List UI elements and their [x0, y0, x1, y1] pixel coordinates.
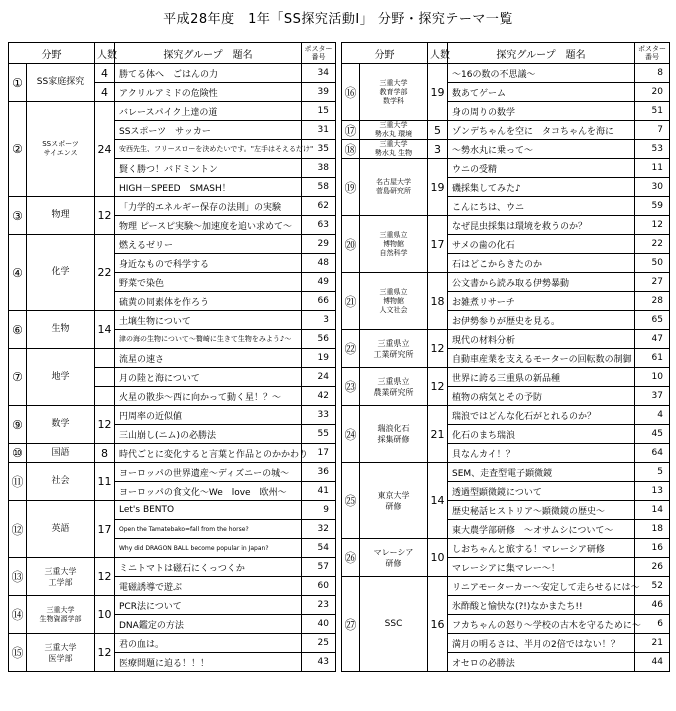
poster-number: 30	[635, 178, 670, 197]
table-row	[9, 406, 336, 425]
poster-number: 48	[302, 254, 336, 273]
group-title: マレーシアに集マレー～！	[448, 558, 635, 577]
group-title: 貝なんカイ！？	[448, 444, 635, 463]
people-count: 10	[95, 596, 115, 634]
field-number: ⑲	[342, 159, 360, 216]
table-row	[9, 197, 336, 216]
group-title: ヨーロッパの世界遺産～ディズニーの城～	[115, 463, 302, 482]
field-number: ⑭	[9, 596, 27, 634]
group-title: 電磁誘導で遊ぶ	[115, 577, 302, 596]
group-title: 流星の速さ	[115, 349, 302, 368]
table-row	[342, 159, 670, 178]
table-row	[342, 64, 670, 83]
group-title: 野菜で染色	[115, 273, 302, 292]
people-count: 22	[95, 235, 115, 311]
poster-number: 35	[302, 140, 336, 159]
group-title: しおちゃんと旅する！マレーシア研修	[448, 539, 635, 558]
group-title: HIGH－SPEED SMASH！	[115, 178, 302, 197]
people-count: 4	[95, 64, 115, 83]
people-count: 21	[428, 406, 448, 463]
table-row	[9, 311, 336, 330]
people-count: 12	[95, 634, 115, 672]
people-count: 5	[428, 121, 448, 140]
header-field: 分野	[9, 43, 95, 64]
field-number: ⑨	[9, 406, 27, 444]
group-title: オセロの必勝法	[448, 653, 635, 672]
table-row	[342, 368, 670, 387]
poster-number: 13	[635, 482, 670, 501]
poster-number: 41	[302, 482, 336, 501]
poster-number: 66	[302, 292, 336, 311]
header-field: 分野	[342, 43, 428, 64]
field-number: ㉒	[342, 330, 360, 368]
poster-number: 57	[302, 558, 336, 577]
field-number: ⑪	[9, 463, 27, 501]
group-title: ウニの受精	[448, 159, 635, 178]
poster-number: 5	[635, 463, 670, 482]
theme-table-right	[341, 42, 670, 672]
group-title: 月の陸と海について	[115, 368, 302, 387]
poster-number: 21	[635, 634, 670, 653]
table-row	[9, 501, 336, 520]
table-row	[342, 463, 670, 482]
field-number: ㉗	[342, 577, 360, 672]
poster-number: 8	[635, 64, 670, 83]
poster-number: 29	[302, 235, 336, 254]
poster-number: 53	[635, 140, 670, 159]
people-count	[95, 368, 115, 387]
poster-number: 61	[635, 349, 670, 368]
group-title: 医療問題に迫る！！！	[115, 653, 302, 672]
field-number: ①	[9, 64, 27, 102]
table-row	[9, 596, 336, 615]
field-name: 物理	[27, 197, 95, 235]
poster-number: 17	[302, 444, 336, 463]
group-title: 身の周りの数学	[448, 102, 635, 121]
people-count: 11	[95, 463, 115, 501]
poster-number: 22	[635, 235, 670, 254]
group-title: 公文書から読み取る伊勢暴動	[448, 273, 635, 292]
field-name: 三重大学 工学部	[27, 558, 95, 596]
group-title: SEM、走査型電子顕微鏡	[448, 463, 635, 482]
field-name: 三重県立 農業研究所	[360, 368, 428, 406]
poster-number: 39	[302, 83, 336, 102]
group-title: 化石のまち瑞浪	[448, 425, 635, 444]
poster-number: 47	[635, 330, 670, 349]
poster-number: 37	[635, 387, 670, 406]
poster-number: 46	[635, 596, 670, 615]
group-title: 自動車産業を支えるモーターの回転数の制御	[448, 349, 635, 368]
people-count: 19	[428, 64, 448, 121]
group-title: 円周率の近似値	[115, 406, 302, 425]
table-row	[9, 235, 336, 254]
field-name: 東京大学 研修	[360, 463, 428, 539]
group-title: バレースパイク上達の道	[115, 102, 302, 121]
poster-number: 63	[302, 216, 336, 235]
field-number: ⑥	[9, 311, 27, 349]
poster-number: 38	[302, 159, 336, 178]
field-number: ⑱	[342, 140, 360, 159]
poster-number: 14	[635, 501, 670, 520]
people-count: 12	[95, 197, 115, 235]
field-number: ⑰	[342, 121, 360, 140]
table-row	[9, 444, 336, 463]
people-count: 12	[428, 368, 448, 406]
field-name: マレーシア 研修	[360, 539, 428, 577]
field-number: ⑬	[9, 558, 27, 596]
group-title: 津の海の生物について～贅崎に生きて生物をみよう♪～	[115, 330, 302, 349]
field-name: 化学	[27, 235, 95, 311]
poster-number: 36	[302, 463, 336, 482]
field-number: ㉓	[342, 368, 360, 406]
field-name: 三重大学 教育学部 数学科	[360, 64, 428, 121]
group-title: SSスポーツ サッカー	[115, 121, 302, 140]
header-poster: ポスター番号	[635, 43, 670, 64]
poster-number: 49	[302, 273, 336, 292]
poster-number: 54	[302, 539, 336, 558]
group-title: DNA鑑定の方法	[115, 615, 302, 634]
group-title: ゾンデちゃんを空に タコちゃんを海に	[448, 121, 635, 140]
people-count: 12	[95, 558, 115, 596]
poster-number: 19	[302, 349, 336, 368]
people-count: 12	[428, 330, 448, 368]
poster-number: 59	[635, 197, 670, 216]
header-group: 探究グループ 題名	[448, 43, 635, 64]
group-title: 燃えるゼリー	[115, 235, 302, 254]
table-header-row	[342, 43, 670, 64]
field-name: 生物	[27, 311, 95, 349]
poster-number: 31	[302, 121, 336, 140]
poster-number: 25	[302, 634, 336, 653]
poster-number: 60	[302, 577, 336, 596]
group-title: こんにちは、ウニ	[448, 197, 635, 216]
poster-number: 45	[635, 425, 670, 444]
group-title: 時代ごとに変化すると言葉と作品とのかかわり	[115, 444, 302, 463]
group-title: アクリルアミドの危険性	[115, 83, 302, 102]
field-number: ⑮	[9, 634, 27, 672]
field-number: ⑦	[9, 349, 27, 406]
group-title: 瑞浪ではどんな化石がとれるのか？	[448, 406, 635, 425]
people-count: 4	[95, 83, 115, 102]
group-title: 安西先生、フリースローを決めたいです。"左手はそえるだけ"	[115, 140, 302, 159]
table-row	[342, 140, 670, 159]
table-row	[342, 577, 670, 596]
poster-number: 52	[635, 577, 670, 596]
poster-number: 27	[635, 273, 670, 292]
group-title: 硫黄の同素体を作ろう	[115, 292, 302, 311]
group-title: 透過型顕微鏡について	[448, 482, 635, 501]
people-count: 18	[428, 273, 448, 330]
group-title: 歴史秘話ヒストリア～顕微鏡の歴史～	[448, 501, 635, 520]
field-name: 三重県立 博物館 自然科学	[360, 216, 428, 273]
field-name: 名古屋大学 菅島研究所	[360, 159, 428, 216]
people-count	[95, 349, 115, 368]
poster-number: 12	[635, 216, 670, 235]
poster-number: 34	[302, 64, 336, 83]
people-count	[95, 387, 115, 406]
group-title: フカちゃんの怒り～学校の古木を守るために～	[448, 615, 635, 634]
poster-number: 24	[302, 368, 336, 387]
group-title: 満月の明るさは、半月の2倍ではない！？	[448, 634, 635, 653]
people-count: 14	[428, 463, 448, 539]
group-title: ～勢水丸に乗って～	[448, 140, 635, 159]
group-title: リニアモーターカー～安定して走らせるには～	[448, 577, 635, 596]
group-title: 身近なもので科学する	[115, 254, 302, 273]
people-count: 17	[95, 501, 115, 558]
field-name: 三重大学 勢水丸 環境	[360, 121, 428, 140]
poster-number: 20	[635, 83, 670, 102]
people-count: 8	[95, 444, 115, 463]
poster-number: 11	[635, 159, 670, 178]
header-poster: ポスター番号	[302, 43, 336, 64]
people-count: 12	[95, 406, 115, 444]
people-count: 17	[428, 216, 448, 273]
field-name: 三重大学 生物資源学部	[27, 596, 95, 634]
poster-number: 44	[635, 653, 670, 672]
group-title: Let's BENTO	[115, 501, 302, 520]
group-title: 数あてゲーム	[448, 83, 635, 102]
table-row	[342, 273, 670, 292]
group-title: Why did DRAGON BALL become popular in Japan?	[115, 539, 302, 558]
poster-number: 10	[635, 368, 670, 387]
people-count: 16	[428, 577, 448, 672]
group-title: 植物の病気とその予防	[448, 387, 635, 406]
table-row	[342, 330, 670, 349]
table-row	[9, 463, 336, 482]
field-number: ⑫	[9, 501, 27, 558]
table-row	[342, 216, 670, 235]
field-name: 三重大学 勢水丸 生物	[360, 140, 428, 159]
group-title: 氷酢酸と愉快な(?!)なかまたち!!	[448, 596, 635, 615]
group-title: 「力学的エネルギー保存の法則」の実験	[115, 197, 302, 216]
group-title: お雑煮リサーチ	[448, 292, 635, 311]
group-title: サメの歯の化石	[448, 235, 635, 254]
table-row	[342, 406, 670, 425]
group-title: Open the Tamatebako=fall from the horse?	[115, 520, 302, 539]
field-name: 三重県立 工業研究所	[360, 330, 428, 368]
field-name: 瑞浪化石 採集研修	[360, 406, 428, 463]
field-number: ㉕	[342, 463, 360, 539]
poster-number: 65	[635, 311, 670, 330]
field-name: 英語	[27, 501, 95, 558]
poster-number: 6	[635, 615, 670, 634]
poster-number: 43	[302, 653, 336, 672]
people-count: 10	[428, 539, 448, 577]
group-title: 三山崩し(ニム)の必勝法	[115, 425, 302, 444]
group-title: 世界に誇る三重県の新品種	[448, 368, 635, 387]
group-title: お伊勢参りが歴史を見る。	[448, 311, 635, 330]
group-title: 君の血は。	[115, 634, 302, 653]
poster-number: 56	[302, 330, 336, 349]
poster-number: 16	[635, 539, 670, 558]
field-name: 三重県立 博物館 人文社会	[360, 273, 428, 330]
field-number: ㉔	[342, 406, 360, 463]
poster-number: 3	[302, 311, 336, 330]
table-header-row	[9, 43, 336, 64]
poster-number: 9	[302, 501, 336, 520]
field-number: ⑯	[342, 64, 360, 121]
group-title: なぜ昆虫採集は環境を救うのか？	[448, 216, 635, 235]
poster-number: 23	[302, 596, 336, 615]
table-row	[9, 634, 336, 653]
poster-number: 7	[635, 121, 670, 140]
field-number: ③	[9, 197, 27, 235]
group-title: 火星の散歩～西に向かって動く星！？～	[115, 387, 302, 406]
field-number: ⑩	[9, 444, 27, 463]
group-title: 磯採集してみた♪	[448, 178, 635, 197]
field-name: 地学	[27, 349, 95, 406]
poster-number: 62	[302, 197, 336, 216]
group-title: ミニトマトは磁石にくっつくか	[115, 558, 302, 577]
poster-number: 58	[302, 178, 336, 197]
field-name: SSC	[360, 577, 428, 672]
people-count: 3	[428, 140, 448, 159]
field-number: ⑳	[342, 216, 360, 273]
people-count: 24	[95, 102, 115, 197]
poster-number: 42	[302, 387, 336, 406]
field-name: SSスポーツ サイエンス	[27, 102, 95, 197]
table-row	[9, 558, 336, 577]
poster-number: 28	[635, 292, 670, 311]
theme-table-left	[8, 42, 336, 672]
page-title: 平成28年度 1年「SS探究活動Ⅰ」 分野・探究テーマ一覧	[163, 12, 513, 27]
group-title: ヨーロッパの食文化～We love 欧州～	[115, 482, 302, 501]
poster-number: 18	[635, 520, 670, 539]
field-number: ㉖	[342, 539, 360, 577]
poster-number: 40	[302, 615, 336, 634]
table-row	[342, 121, 670, 140]
field-number: ㉑	[342, 273, 360, 330]
poster-number: 55	[302, 425, 336, 444]
poster-number: 64	[635, 444, 670, 463]
poster-number: 32	[302, 520, 336, 539]
table-row	[9, 349, 336, 368]
field-name: 数学	[27, 406, 95, 444]
group-title: 勝てる体へ ごはんの力	[115, 64, 302, 83]
group-title: 賢く勝つ！バドミントン	[115, 159, 302, 178]
field-name: 社会	[27, 463, 95, 501]
table-row	[342, 539, 670, 558]
poster-number: 4	[635, 406, 670, 425]
group-title: 石はどこからきたのか	[448, 254, 635, 273]
field-name: 三重大学 医学部	[27, 634, 95, 672]
people-count: 14	[95, 311, 115, 349]
field-number: ④	[9, 235, 27, 311]
table-row	[9, 102, 336, 121]
field-name: SS家庭探究	[27, 64, 95, 102]
group-title: PCR法について	[115, 596, 302, 615]
poster-number: 26	[635, 558, 670, 577]
header-people: 人数	[95, 43, 115, 64]
people-count: 19	[428, 159, 448, 216]
poster-number: 15	[302, 102, 336, 121]
header-group: 探究グループ 題名	[115, 43, 302, 64]
poster-number: 51	[635, 102, 670, 121]
header-people: 人数	[428, 43, 448, 64]
group-title: 土壌生物について	[115, 311, 302, 330]
field-number: ②	[9, 102, 27, 197]
table-row	[9, 64, 336, 83]
poster-number: 50	[635, 254, 670, 273]
group-title: 物理 ピースピ実験～加速度を追い求めて～	[115, 216, 302, 235]
field-name: 国語	[27, 444, 95, 463]
group-title: ～16の数の不思議～	[448, 64, 635, 83]
group-title: 東大農学部研修 ～オサムシについて～	[448, 520, 635, 539]
poster-number: 33	[302, 406, 336, 425]
group-title: 現代の材料分析	[448, 330, 635, 349]
